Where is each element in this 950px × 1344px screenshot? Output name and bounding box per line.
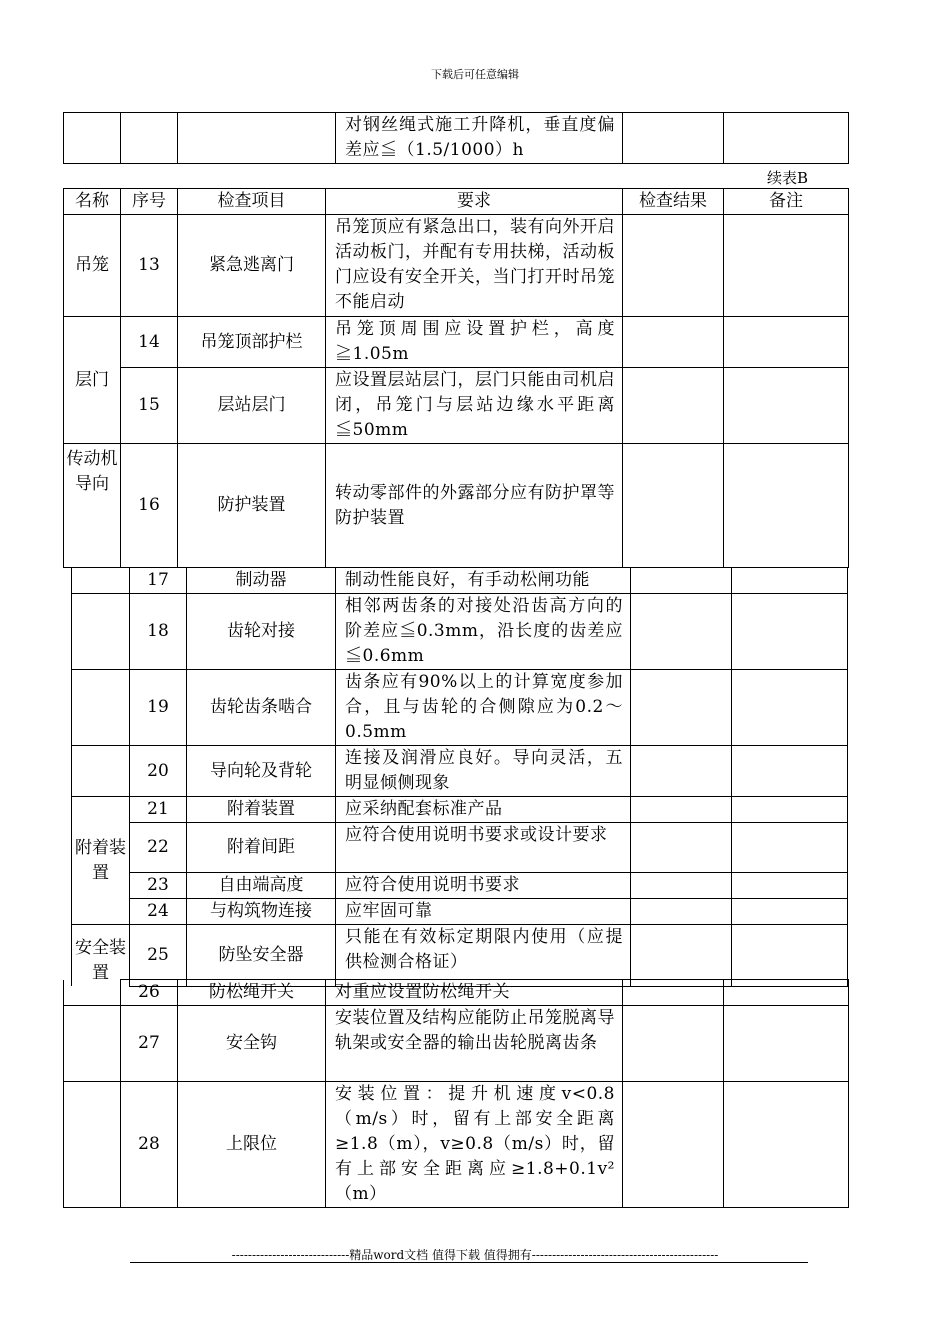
result-cell [623, 317, 724, 368]
table-row [72, 670, 848, 746]
continuation-label: 续表B [766, 169, 808, 187]
row-number: 15 [121, 368, 178, 444]
note-cell [724, 368, 849, 444]
check-item: 自由端高度 [187, 873, 336, 899]
page-footer: -----------------------------精品word文档 值得下载 值得拥有---------------------------------------------- [231, 1248, 719, 1262]
check-item: 紧急逃离门 [178, 215, 326, 317]
note-cell [732, 670, 848, 746]
row-number: 19 [130, 670, 187, 746]
group-label: 层门 [64, 317, 121, 444]
table-row [64, 368, 849, 444]
col-header-note: 备注 [724, 189, 849, 215]
result-cell [623, 1006, 724, 1082]
result-cell [631, 823, 732, 873]
table-row [72, 746, 848, 797]
note-cell [732, 823, 848, 873]
result-cell [631, 746, 732, 797]
note-cell [724, 317, 849, 368]
result-cell [623, 215, 724, 317]
check-item: 导向轮及背轮 [187, 746, 336, 797]
requirement-cell: 转动零部件的外露部分应有防护罩等防护装置 [326, 444, 623, 568]
col-header-name: 名称 [64, 189, 121, 215]
table-row [72, 925, 848, 987]
table-part-2 [71, 567, 848, 987]
result-cell [631, 568, 732, 594]
requirement-cell: 应符合使用说明书要求 [336, 873, 631, 899]
result-cell [631, 594, 732, 670]
check-item: 齿轮齿条啮合 [187, 670, 336, 746]
row-number: 14 [121, 317, 178, 368]
table-row [72, 594, 848, 670]
check-item: 与构筑物连接 [187, 899, 336, 925]
check-item: 附着间距 [187, 823, 336, 873]
check-item: 防坠安全器 [187, 925, 336, 987]
result-cell [623, 980, 724, 1006]
table-row [64, 113, 849, 164]
result-cell [631, 670, 732, 746]
check-item: 防护装置 [178, 444, 326, 568]
note-cell [732, 899, 848, 925]
row-number: 27 [121, 1006, 178, 1082]
requirement-cell: 安装位置：提升机速度v<0.8（m/s）时，留有上部安全距离≥1.8（m），v≥0.8（m/s）时，留有上部安全距离应≥1.8+0.1v²（m） [326, 1082, 623, 1208]
result-cell [623, 444, 724, 568]
requirement-cell: 相邻两齿条的对接处沿齿高方向的阶差应≦0.3mm，沿长度的齿差应≦0.6mm [336, 594, 631, 670]
page-header: 下载后可任意编辑 [431, 68, 519, 81]
footer-rule [130, 1262, 808, 1263]
table-row [64, 1082, 849, 1208]
requirement-cell: 吊笼顶应有紧急出口，装有向外开启活动板门，并配有专用扶梯，活动板门应设有安全开关，当门打开时吊笼不能启动 [326, 215, 623, 317]
table-row [64, 215, 849, 317]
row-number: 17 [130, 568, 187, 594]
requirement-cell: 对钢丝绳式施工升降机，垂直度偏差应≦（1.5/1000）h [336, 113, 623, 164]
table-row [64, 1006, 849, 1082]
table-row [64, 980, 849, 1006]
check-item: 制动器 [187, 568, 336, 594]
table-row [72, 797, 848, 823]
note-cell [724, 444, 849, 568]
table-part-3 [63, 979, 849, 1208]
table-header-row [64, 189, 849, 215]
check-item: 附着装置 [187, 797, 336, 823]
note-cell [732, 568, 848, 594]
check-item: 吊笼顶部护栏 [178, 317, 326, 368]
row-number: 18 [130, 594, 187, 670]
row-number: 26 [121, 980, 178, 1006]
row-number: 20 [130, 746, 187, 797]
row-number: 21 [130, 797, 187, 823]
requirement-cell: 安装位置及结构应能防止吊笼脱离导轨架或安全器的输出齿轮脱离齿条 [326, 1006, 623, 1082]
row-number: 16 [121, 444, 178, 568]
requirement-cell: 对重应设置防松绳开关 [326, 980, 623, 1006]
note-cell [732, 797, 848, 823]
check-item: 上限位 [178, 1082, 326, 1208]
note-cell [724, 1006, 849, 1082]
row-number: 24 [130, 899, 187, 925]
result-cell [623, 1082, 724, 1208]
col-header-item: 检查项目 [178, 189, 326, 215]
note-cell [724, 215, 849, 317]
note-cell [732, 873, 848, 899]
requirement-cell: 应牢固可靠 [336, 899, 631, 925]
row-number: 25 [130, 925, 187, 987]
table-part-1 [63, 188, 849, 568]
table-row [72, 823, 848, 873]
requirement-cell: 制动性能良好，有手动松闸功能 [336, 568, 631, 594]
check-item: 齿轮对接 [187, 594, 336, 670]
table-top-fragment [63, 112, 849, 164]
check-item: 安全钩 [178, 1006, 326, 1082]
table-row [64, 317, 849, 368]
requirement-cell: 应采纳配套标准产品 [336, 797, 631, 823]
group-label: 附着装置 [72, 797, 130, 925]
requirement-cell: 齿条应有90%以上的计算宽度参加合，且与齿轮的合侧隙应为0.2～0.5mm [336, 670, 631, 746]
row-number: 22 [130, 823, 187, 873]
col-header-result: 检查结果 [623, 189, 724, 215]
note-cell [724, 1082, 849, 1208]
col-header-no: 序号 [121, 189, 178, 215]
requirement-cell: 应设置层站层门，层门只能由司机启闭，吊笼门与层站边缘水平距离≦50mm [326, 368, 623, 444]
table-row [64, 444, 849, 568]
note-cell [732, 746, 848, 797]
table-row [72, 568, 848, 594]
requirement-cell: 应符合使用说明书要求或设计要求 [336, 823, 631, 873]
check-item: 层站层门 [178, 368, 326, 444]
table-row [72, 873, 848, 899]
group-label: 传动机导向 [64, 444, 121, 568]
result-cell [631, 797, 732, 823]
result-cell [631, 873, 732, 899]
row-number: 13 [121, 215, 178, 317]
row-number: 23 [130, 873, 187, 899]
col-header-requirement: 要求 [326, 189, 623, 215]
requirement-cell: 连接及润滑应良好。导向灵活，五明显倾侧现象 [336, 746, 631, 797]
group-label: 吊笼 [64, 215, 121, 317]
row-number: 28 [121, 1082, 178, 1208]
note-cell [724, 980, 849, 1006]
note-cell [732, 594, 848, 670]
table-row [72, 899, 848, 925]
group-label: 安全装置 [72, 925, 130, 987]
note-cell [732, 925, 848, 987]
requirement-cell: 只能在有效标定期限内使用（应提供检测合格证） [336, 925, 631, 987]
requirement-cell: 吊笼顶周围应设置护栏，高度≧1.05m [326, 317, 623, 368]
result-cell [631, 899, 732, 925]
result-cell [631, 925, 732, 987]
check-item: 防松绳开关 [178, 980, 326, 1006]
result-cell [623, 368, 724, 444]
